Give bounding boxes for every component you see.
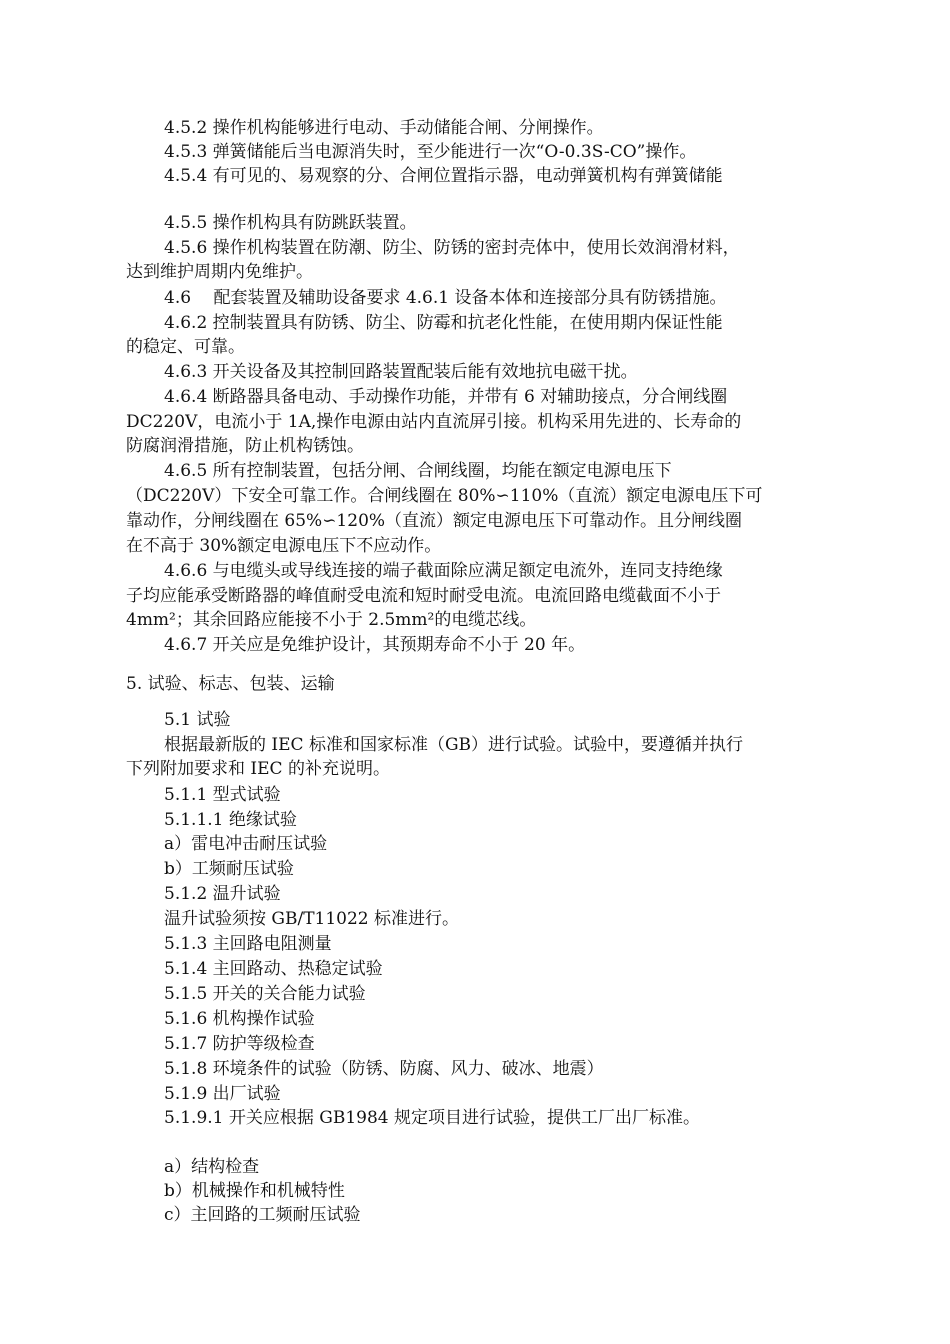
clause-5-1-2-text: 温升试验须按 GB/T11022 标准进行。 bbox=[164, 909, 460, 929]
clause-4-5-6-cont: 达到维护周期内免维护。 bbox=[126, 262, 313, 282]
clause-4-6-4: 4.6.4 断路器具备电动、手动操作功能，并带有 6 对辅助接点，分合闸线圈 bbox=[164, 387, 728, 407]
clause-5-1-6: 5.1.6 机构操作试验 bbox=[164, 1009, 315, 1029]
clause-5-1-9-1: 5.1.9.1 开关应根据 GB1984 规定项目进行试验，提供工厂出厂标准。 bbox=[164, 1108, 701, 1128]
clause-5-1-text: 根据最新版的 IEC 标准和国家标准（GB）进行试验。试验中，要遵循并执行 bbox=[164, 735, 744, 755]
clause-4-6-4-cont-2: 防腐润滑措施，防止机构锈蚀。 bbox=[126, 436, 364, 456]
clause-4-5-6: 4.5.6 操作机构装置在防潮、防尘、防锈的密封壳体中，使用长效润滑材料， bbox=[164, 238, 740, 258]
clause-4-6-6-cont-2: 4mm²；其余回路应能接不小于 2.5mm²的电缆芯线。 bbox=[126, 610, 537, 630]
clause-5-1: 5.1 试验 bbox=[164, 710, 231, 730]
clause-5-1-1-1: 5.1.1.1 绝缘试验 bbox=[164, 810, 297, 830]
clause-4-6-2-cont: 的稳定、可靠。 bbox=[126, 337, 245, 357]
clause-4-6-7: 4.6.7 开关应是免维护设计，其预期寿命不小于 20 年。 bbox=[164, 635, 586, 655]
clause-4-6-4-cont-1: DC220V，电流小于 1A,操作电源由站内直流屏引接。机构采用先进的、长寿命的 bbox=[126, 412, 742, 432]
clause-4-6: 4.6 配套装置及辅助设备要求 4.6.1 设备本体和连接部分具有防锈措施。 bbox=[164, 288, 727, 308]
clause-4-6-6: 4.6.6 与电缆头或导线连接的端子截面除应满足额定电流外，连同支持绝缘 bbox=[164, 561, 723, 581]
clause-5-1-5: 5.1.5 开关的关合能力试验 bbox=[164, 984, 366, 1004]
clause-5-1-1: 5.1.1 型式试验 bbox=[164, 785, 281, 805]
clause-4-5-3: 4.5.3 弹簧储能后当电源消失时，至少能进行一次“O-0.3S-CO”操作。 bbox=[164, 142, 697, 162]
clause-4-6-2: 4.6.2 控制装置具有防锈、防尘、防霉和抗老化性能，在使用期内保证性能 bbox=[164, 313, 723, 333]
section-5-heading: 5. 试验、标志、包装、运输 bbox=[126, 674, 335, 694]
clause-4-6-5: 4.6.5 所有控制装置，包括分闸、合闸线圈，均能在额定电源电压下 bbox=[164, 461, 672, 481]
clause-4-5-2: 4.5.2 操作机构能够进行电动、手动储能合闸、分闸操作。 bbox=[164, 118, 604, 138]
item-a-lightning-impulse: a）雷电冲击耐压试验 bbox=[164, 834, 328, 854]
clause-4-6-5-cont-1: （DC220V）下安全可靠工作。合闸线圈在 80%∽110%（直流）额定电源电压下可 bbox=[126, 486, 763, 506]
clause-4-5-5: 4.5.5 操作机构具有防跳跃装置。 bbox=[164, 213, 417, 233]
clause-4-5-4: 4.5.4 有可见的、易观察的分、合闸位置指示器，电动弹簧机构有弹簧储能 bbox=[164, 166, 723, 186]
item-b-power-frequency: b）工频耐压试验 bbox=[164, 859, 294, 879]
item-b-mechanical-operation: b）机械操作和机械特性 bbox=[164, 1181, 345, 1201]
clause-5-1-3: 5.1.3 主回路电阻测量 bbox=[164, 934, 332, 954]
clause-5-1-7: 5.1.7 防护等级检查 bbox=[164, 1034, 315, 1054]
clause-4-6-5-cont-2: 靠动作，分闸线圈在 65%∽120%（直流）额定电源电压下可靠动作。且分闸线圈 bbox=[126, 511, 743, 531]
clause-5-1-text-cont: 下列附加要求和 IEC 的补充说明。 bbox=[126, 759, 390, 779]
clause-5-1-8: 5.1.8 环境条件的试验（防锈、防腐、风力、破冰、地震） bbox=[164, 1059, 604, 1079]
clause-5-1-2: 5.1.2 温升试验 bbox=[164, 884, 281, 904]
clause-4-6-6-cont-1: 子均应能承受断路器的峰值耐受电流和短时耐受电流。电流回路电缆截面不小于 bbox=[126, 586, 721, 606]
item-c-main-circuit-test: c）主回路的工频耐压试验 bbox=[164, 1205, 361, 1225]
clause-4-6-3: 4.6.3 开关设备及其控制回路装置配装后能有效地抗电磁干扰。 bbox=[164, 362, 638, 382]
item-a-structure-check: a）结构检查 bbox=[164, 1157, 260, 1177]
clause-5-1-9: 5.1.9 出厂试验 bbox=[164, 1084, 281, 1104]
clause-4-6-5-cont-3: 在不高于 30%额定电源电压下不应动作。 bbox=[126, 536, 442, 556]
clause-5-1-4: 5.1.4 主回路动、热稳定试验 bbox=[164, 959, 383, 979]
